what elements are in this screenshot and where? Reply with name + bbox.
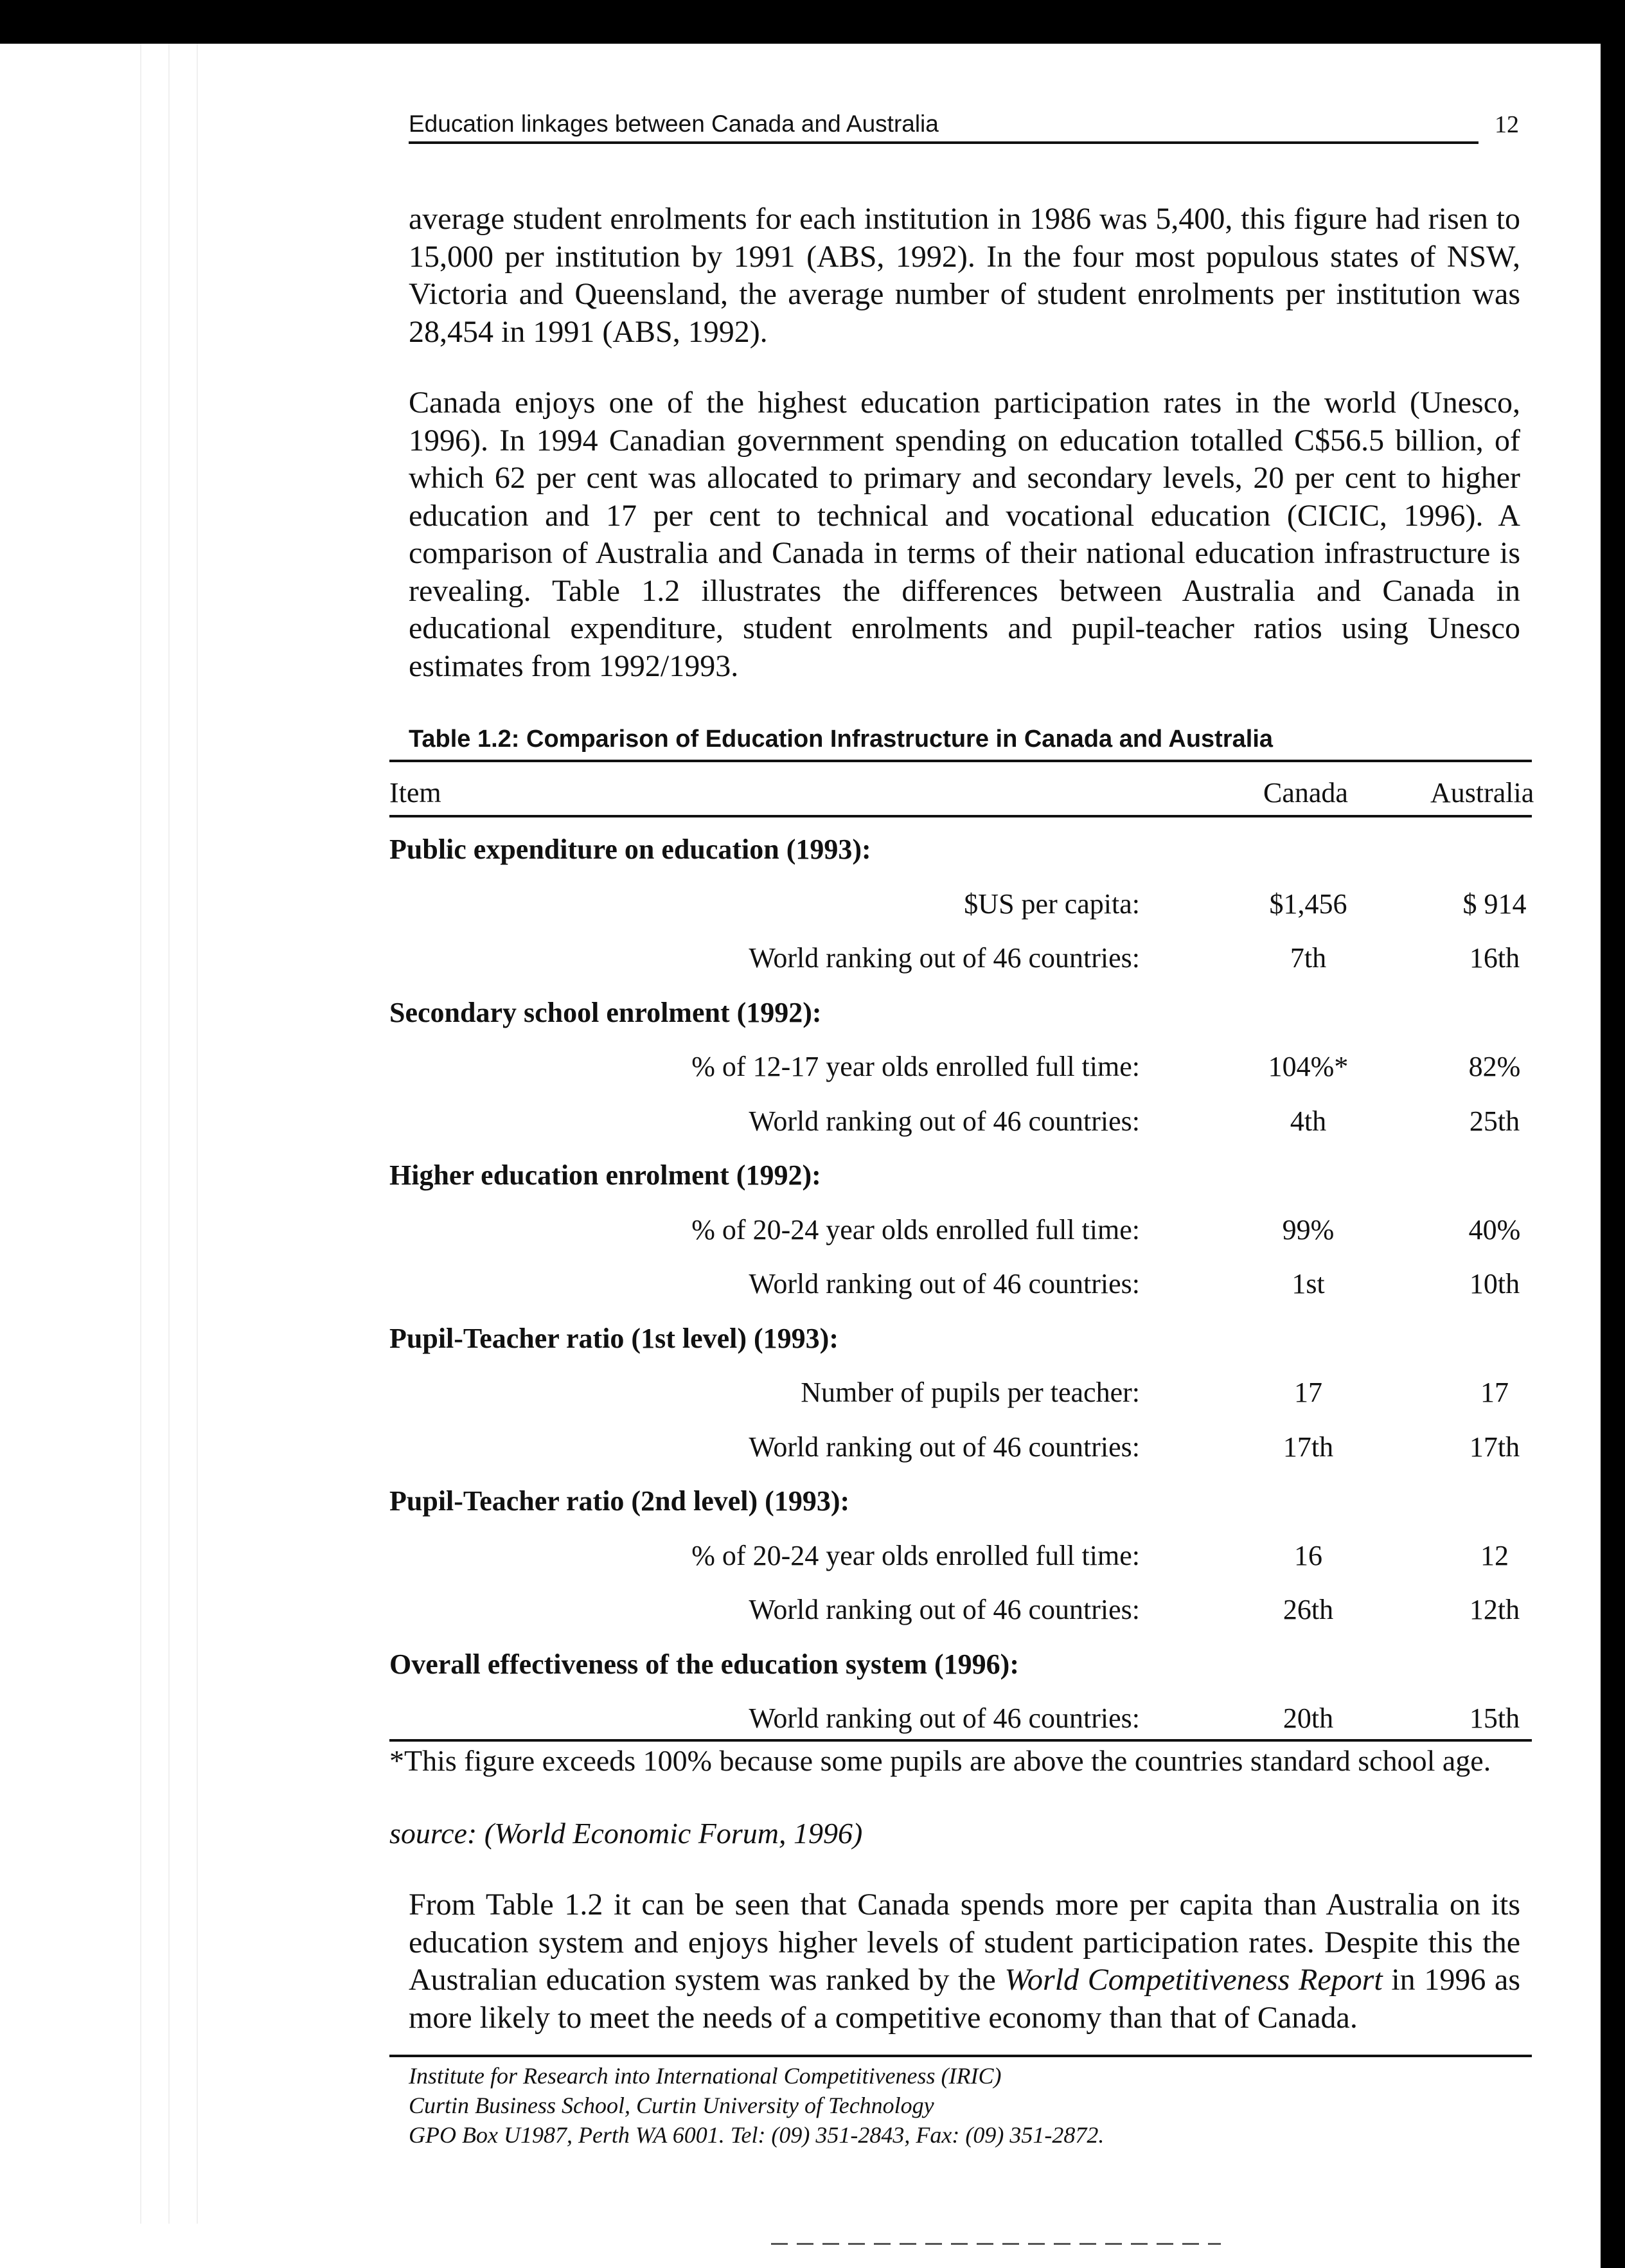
scan-binding-artifact [129, 13, 206, 2224]
page-number: 12 [1495, 111, 1519, 138]
row-label: Number of pupils per teacher: [801, 1377, 1140, 1408]
canada-value: 26th [1283, 1594, 1334, 1625]
row-label: World ranking out of 46 countries: [749, 1594, 1140, 1625]
table-row [389, 1539, 1532, 1578]
table-row [389, 1267, 1532, 1306]
section-heading: Pupil-Teacher ratio (1st level) (1993): [389, 1323, 839, 1354]
row-label: World ranking out of 46 countries: [749, 1431, 1140, 1463]
canada-value: 99% [1282, 1214, 1335, 1246]
australia-value: 17th [1469, 1431, 1520, 1463]
canada-value: $1,456 [1269, 888, 1347, 920]
table-row [389, 1593, 1532, 1632]
canada-value: 1st [1292, 1268, 1325, 1299]
row-label: % of 12-17 year olds enrolled full time: [691, 1051, 1140, 1082]
row-label: World ranking out of 46 countries: [749, 1268, 1140, 1299]
footer-address: GPO Box U1987, Perth WA 6001. Tel: (09) 351-2843, Fax: (09) 351-2872. [409, 2122, 1105, 2148]
canada-value: 17th [1283, 1431, 1334, 1463]
scan-bottom-artifact [771, 2243, 1221, 2245]
table-section-row [389, 1485, 1532, 1523]
canada-value: 4th [1290, 1105, 1327, 1137]
canada-value: 16 [1294, 1540, 1322, 1571]
row-label: % of 20-24 year olds enrolled full time: [691, 1214, 1140, 1246]
column-header-australia: Australia [1430, 777, 1534, 808]
running-header [409, 104, 1478, 144]
paragraph-enrolments: average student enrolments for each institution in 1986 was 5,400, this figure had risen to 15,000 per institution by 1991 (ABS, 1992). In the four most populous states of NSW, Victoria and Queensland, the average number of student enrolments per institution was 28,454 in 1991 (ABS, 1992). [409, 202, 1520, 349]
table-top-rule [389, 760, 1532, 762]
australia-value: 40% [1468, 1214, 1521, 1246]
table-row [389, 1431, 1532, 1469]
table-row [389, 1050, 1532, 1089]
table-source: source: (World Economic Forum, 1996) [389, 1817, 863, 1850]
table-row [389, 888, 1532, 926]
section-heading: Secondary school enrolment (1992): [389, 997, 822, 1028]
table-bottom-rule [389, 1739, 1532, 1742]
table-row [389, 1702, 1532, 1740]
table-section-row [389, 1159, 1532, 1197]
section-heading: Pupil-Teacher ratio (2nd level) (1993): [389, 1485, 850, 1517]
row-label: World ranking out of 46 countries: [749, 1702, 1140, 1734]
table-footnote: *This figure exceeds 100% because some pupils are above the countries standard school age. [389, 1744, 1491, 1777]
footer-institute: Institute for Research into International Competitiveness (IRIC) [409, 2063, 1002, 2089]
column-header-item: Item [389, 777, 441, 808]
scan-right-border [1601, 0, 1625, 2268]
footer [409, 2061, 1104, 2150]
table-section-row [389, 996, 1532, 1035]
row-label: % of 20-24 year olds enrolled full time: [691, 1540, 1140, 1571]
row-label: World ranking out of 46 countries: [749, 942, 1140, 974]
australia-value: 10th [1469, 1268, 1520, 1299]
column-header-canada: Canada [1263, 777, 1348, 808]
table-section-row [389, 833, 1532, 871]
australia-value: 82% [1468, 1051, 1521, 1082]
table-caption: Table 1.2: Comparison of Education Infrastructure in Canada and Australia [409, 726, 1274, 753]
australia-value: 16th [1469, 942, 1520, 974]
australia-value: 17 [1480, 1377, 1509, 1408]
paragraph-conclusion [409, 1886, 1520, 2037]
table-row [389, 1105, 1532, 1143]
section-heading: Higher education enrolment (1992): [389, 1159, 821, 1191]
footer-rule [389, 2055, 1532, 2057]
row-label: $US per capita: [964, 888, 1140, 920]
canada-value: 7th [1290, 942, 1327, 974]
row-label: World ranking out of 46 countries: [749, 1105, 1140, 1137]
paragraph-conclusion-start: From Table 1.2 it can be seen that Canada spends more per capita than Australia on its education system and enjoys higher levels of student participation rates. Despite this the Australian education system was ranked by the [409, 1888, 1520, 1997]
table-section-row [389, 1322, 1532, 1361]
australia-value: 12 [1480, 1540, 1509, 1571]
scan-top-border [0, 0, 1625, 44]
australia-value: 25th [1469, 1105, 1520, 1137]
canada-value: 104%* [1268, 1051, 1349, 1082]
section-heading: Public expenditure on education (1993): [389, 834, 871, 865]
table-row [389, 1376, 1532, 1415]
footer-school: Curtin Business School, Curtin University of Technology [409, 2093, 934, 2118]
australia-value: $ 914 [1462, 888, 1527, 920]
paragraph-participation: Canada enjoys one of the highest education participation rates in the world (Unesco, 1996). In 1994 Canadian government spending on education totalled C$56.5 billion, of which 62 per cent was allocated to primary and secondary levels, 20 per cent to higher education and 17 per cent to technical and vocational education (CICIC, 1996). A comparison of Australia and Canada in terms of their national education infrastructure is revealing. Table 1.2 illustrates the differences between Australia and Canada in educational expenditure, student enrolments and pupil-teacher ratios using Unesco estimates from 1992/1993. [409, 386, 1520, 683]
section-heading: Overall effectiveness of the education system (1996): [389, 1648, 1019, 1680]
paragraph-conclusion-end: in 1996 as more likely to meet the needs of a competitive economy than that of Canada. [409, 1963, 1520, 2035]
table-row [389, 1213, 1532, 1252]
table-header-rule [389, 815, 1532, 817]
table-row [389, 942, 1532, 980]
canada-value: 17 [1294, 1377, 1322, 1408]
table-section-row [389, 1648, 1532, 1686]
australia-value: 15th [1469, 1702, 1520, 1734]
australia-value: 12th [1469, 1594, 1520, 1625]
canada-value: 20th [1283, 1702, 1334, 1734]
report-title: World Competitiveness Report [1004, 1963, 1383, 1997]
running-title: Education linkages between Canada and Australia [409, 111, 939, 137]
